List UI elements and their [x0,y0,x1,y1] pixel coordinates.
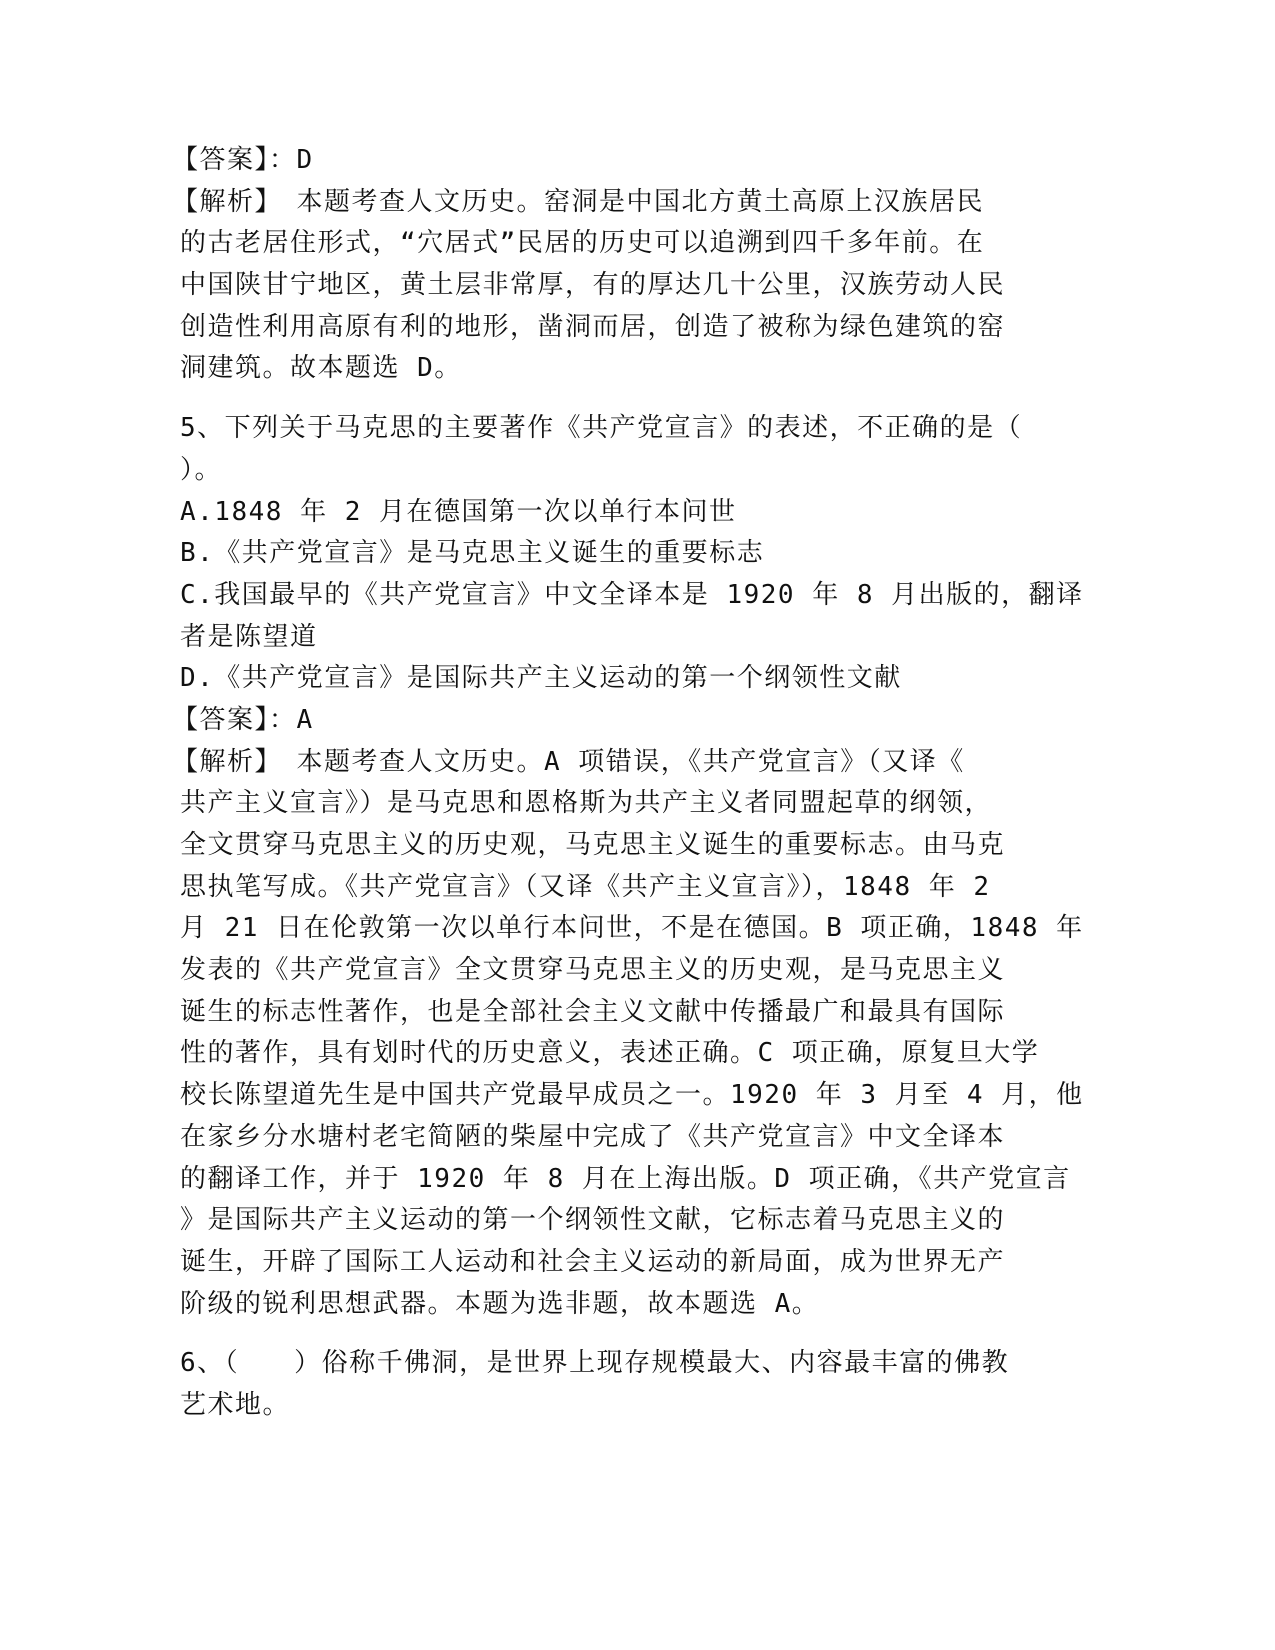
q5-explanation-line: 诞生，开辟了国际工人运动和社会主义运动的新局面，成为世界无产 [180,1246,1006,1277]
q6-stem-line: 6、（ ）俗称千佛洞，是世界上现存规模最大、内容最丰富的佛教 [180,1348,1010,1379]
q5-option-d: D.《共产党宣言》是国际共产主义运动的第一个纲领性文献 [180,663,902,694]
q5-option-c: C.我国最早的《共产党宣言》中文全译本是 1920 年 8 月出版的，翻译 [180,579,1084,610]
q5-answer: 【答案】：A [172,704,314,735]
q5-option-b: B.《共产党宣言》是马克思主义诞生的重要标志 [180,538,765,569]
q5-stem-line: ）。 [180,454,223,485]
q5-option-c-continued: 者是陈望道 [180,621,318,652]
q5-explanation-line: 阶级的锐利思想武器。本题为选非题，故本题选 A。 [180,1288,820,1319]
q4-explanation [172,182,1040,390]
section-gap [180,390,1040,408]
q5-explanation [172,742,1084,1326]
q4-answer: 【答案】：D [172,145,314,175]
q4-explanation-line: 的古老居住形式，“穴居式”民居的历史可以追溯到四千多年前。在 [180,228,985,259]
q5-option-a: A.1848 年 2 月在德国第一次以单行本问世 [180,496,737,527]
q5-stem [180,408,1040,491]
q5-explanation-line: 诞生的标志性著作，也是全部社会主义文献中传播最广和最具有国际 [180,996,1006,1027]
q5-explanation-line: 》是国际共产主义运动的第一个纲领性文献，它标志着马克思主义的 [180,1205,1006,1236]
section-gap [180,1325,1040,1343]
question-5 [172,408,1084,1325]
q5-explanation-line: 思执笔写成。《共产党宣言》（又译《共产主义宣言》），1848 年 2 [180,871,991,902]
q5-explanation-line: 【解析】 本题考查人文历史。A 项错误，《共产党宣言》（又译《 [172,746,965,777]
q5-stem-line: 5、下列关于马克思的主要著作《共产党宣言》的表述，不正确的是（ [180,413,1023,444]
q5-explanation-line: 共产主义宣言》）是马克思和恩格斯为共产主义者同盟起草的纲领， [180,788,993,819]
q4-explanation-line: 中国陕甘宁地区，黄土层非常厚，有的厚达几十公里，汉族劳动人民 [180,270,1006,301]
q4-explanation-line: 洞建筑。故本题选 D。 [180,353,462,384]
q5-explanation-line: 校长陈望道先生是中国共产党最早成员之一。1920 年 3 月至 4 月，他 [180,1080,1084,1111]
q5-explanation-line: 在家乡分水塘村老宅简陋的柴屋中完成了《共产党宣言》中文全译本 [180,1121,1006,1152]
q5-explanation-line: 全文贯穿马克思主义的历史观，马克思主义诞生的重要标志。由马克 [180,830,1006,860]
q5-explanation-line: 的翻译工作，并于 1920 年 8 月在上海出版。D 项正确，《共产党宣言 [180,1163,1071,1194]
q5-explanation-line: 月 21 日在伦敦第一次以单行本问世，不是在德国。B 项正确，1848 年 [180,913,1084,944]
document-page [172,140,1084,1427]
q4-explanation-line: 【解析】 本题考查人文历史。窑洞是中国北方黄土高原上汉族居民 [172,186,985,217]
q6-stem-line: 艺术地。 [180,1389,291,1420]
q4-answer-block [172,140,1040,390]
q4-explanation-line: 创造性利用高原有利的地形，凿洞而居，创造了被称为绿色建筑的窑 [180,311,1006,342]
q5-explanation-line: 发表的《共产党宣言》全文贯穿马克思主义的历史观，是马克思主义 [180,955,1006,986]
q5-explanation-line: 性的著作，具有划时代的历史意义，表述正确。C 项正确，原复旦大学 [180,1038,1040,1069]
question-6 [180,1343,1040,1426]
